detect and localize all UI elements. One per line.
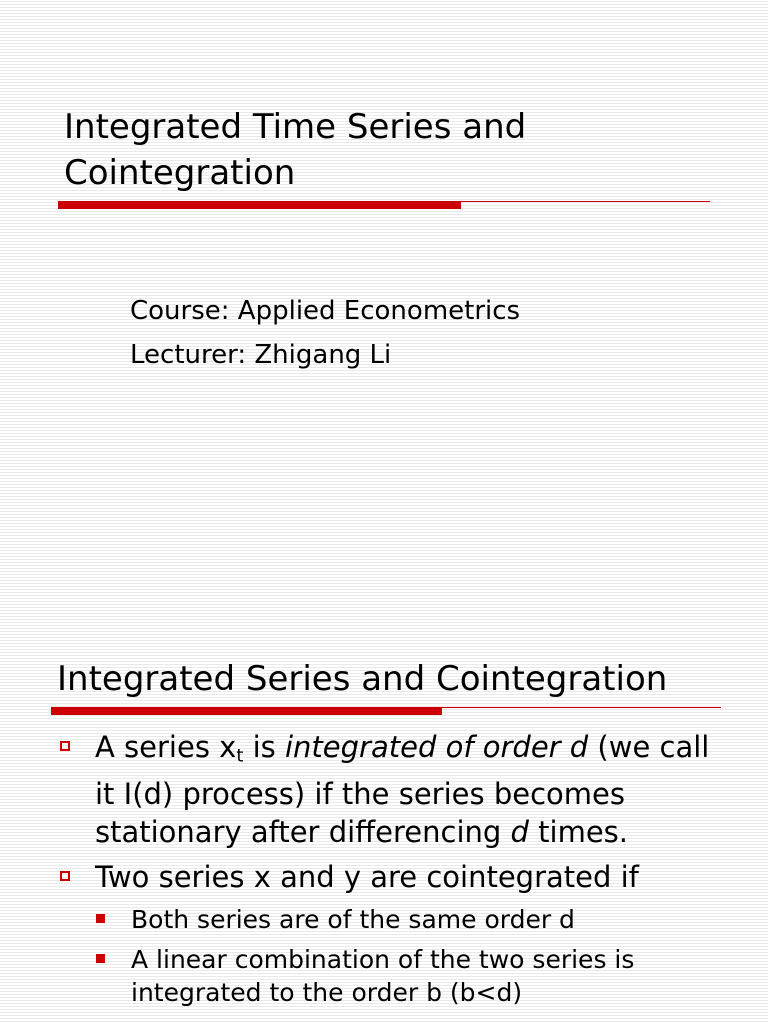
lecturer-label: Lecturer: Zhigang Li [130,340,392,370]
bullet-item [0,728,768,851]
sub-bullet-text: Both series are of the same order d [131,905,575,935]
bullet-text-suffix: times. [528,815,629,850]
title-underline-thick [58,201,461,209]
title-line-2: Cointegration [64,153,296,193]
filled-square-icon [96,954,105,963]
slide-title: Integrated Series and Cointegration [57,659,668,699]
content-slide [0,640,768,1024]
bullet-emphasis: integrated of order d [284,730,589,764]
title-line-1: Integrated Time Series and [64,107,527,147]
bullet-text: Two series x and y are cointegrated if [95,860,639,895]
sub-bullet-item [0,943,768,1009]
sub-bullet-item [0,903,768,936]
sub-bullet-text: A linear combination of the two series is integrated to the order b (b<d) [131,945,635,1008]
hollow-square-icon [60,741,70,751]
bullet-text-body: (we call it I(d) process) if the series becomes stationary after differencing [95,730,710,850]
hollow-square-icon [60,871,70,881]
slide-title [64,104,526,196]
course-label: Course: Applied Econometrics [130,296,521,326]
bullet-list [0,728,768,1016]
title-underline-thick [51,707,442,715]
subscript-t: t [236,745,244,767]
bullet-item [0,858,768,896]
filled-square-icon [96,914,105,923]
bullet-emphasis-d: d [510,815,529,850]
bullet-text-prefix: A series x [95,730,237,764]
bullet-text-middle: is [243,730,285,764]
